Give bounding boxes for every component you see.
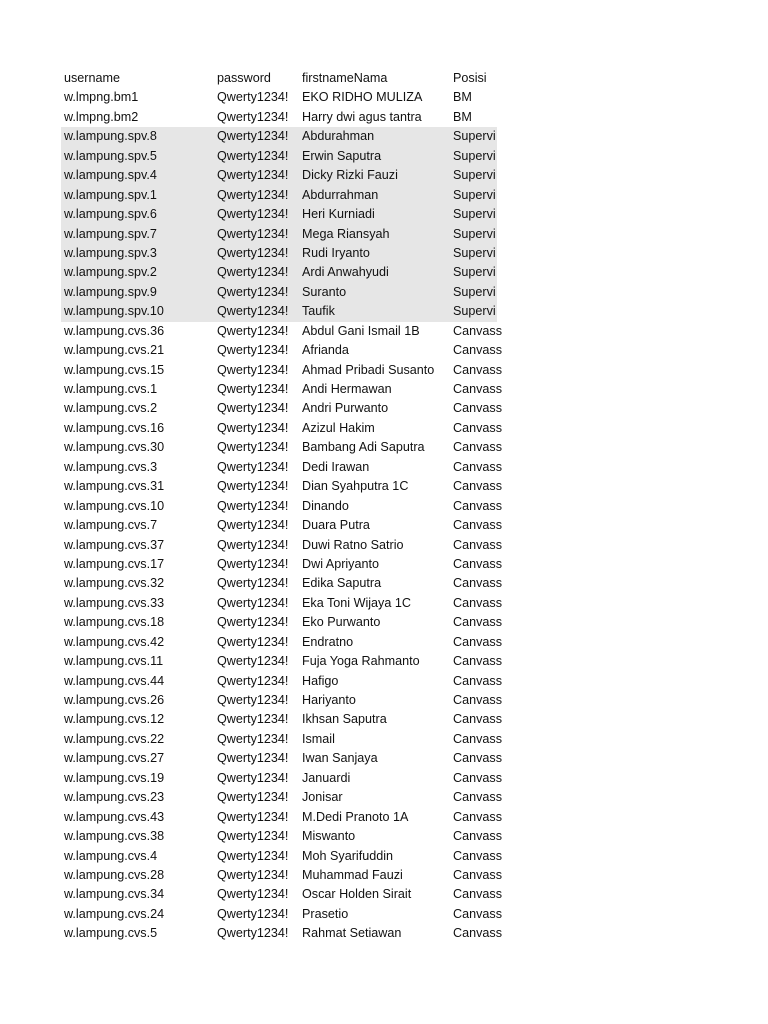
table-row [61, 477, 502, 496]
table-row [61, 730, 502, 749]
cell-username: w.lampung.spv.8 [64, 129, 157, 144]
table-row [61, 88, 497, 107]
table-row [61, 536, 502, 555]
cell-firstname: Fuja Yoga Rahmanto [302, 654, 420, 669]
cell-password: Qwerty1234! [217, 90, 289, 105]
table-row [61, 341, 502, 360]
cell-password: Qwerty1234! [217, 420, 289, 435]
cell-username: w.lampung.cvs.21 [64, 343, 165, 358]
cell-username: w.lmpng.bm2 [64, 109, 139, 124]
cell-password: Qwerty1234! [217, 323, 289, 338]
cell-posisi: Supervi [453, 265, 496, 280]
table-row [61, 380, 502, 399]
cell-firstname: Dwi Apriyanto [302, 556, 379, 571]
table-row [61, 186, 497, 205]
cell-username: w.lampung.cvs.18 [64, 615, 165, 630]
cell-password: Qwerty1234! [217, 440, 289, 455]
table-row [61, 419, 502, 438]
cell-username: w.lampung.spv.6 [64, 207, 157, 222]
cell-posisi: Canvass [453, 634, 502, 649]
cell-posisi: Canvass [453, 556, 502, 571]
table-row [61, 710, 502, 729]
cell-posisi: Supervi [453, 168, 496, 183]
cell-password: Qwerty1234! [217, 129, 289, 144]
table-row [61, 866, 502, 885]
cell-firstname: Dedi Irawan [302, 459, 370, 474]
cell-password: Qwerty1234! [217, 751, 289, 766]
cell-password: Qwerty1234! [217, 634, 289, 649]
cell-firstname: Edika Saputra [302, 576, 382, 591]
cell-firstname: Andri Purwanto [302, 401, 389, 416]
cell-password: Qwerty1234! [217, 498, 289, 513]
table-row [61, 322, 502, 341]
cell-username: w.lmpng.bm1 [64, 90, 139, 105]
cell-posisi: Canvass [453, 790, 502, 805]
cell-firstname: Ikhsan Saputra [302, 712, 387, 727]
cell-firstname: Abdul Gani Ismail 1B [302, 323, 420, 338]
cell-username: w.lampung.cvs.26 [64, 693, 165, 707]
cell-password: Qwerty1234! [217, 790, 289, 805]
cell-posisi: Supervi [453, 226, 496, 241]
cell-password: Qwerty1234! [217, 168, 289, 183]
cell-firstname: Abdurahman [302, 129, 375, 144]
cell-username: w.lampung.cvs.43 [64, 809, 165, 824]
cell-posisi: Canvass [453, 867, 502, 882]
cell-firstname: Endratno [302, 634, 354, 649]
cell-firstname: Januardi [302, 770, 351, 785]
cell-posisi: BM [453, 90, 472, 105]
cell-username: w.lampung.cvs.22 [64, 731, 165, 746]
cell-firstname: Duara Putra [302, 518, 370, 533]
table-row [61, 263, 497, 282]
table-row [61, 769, 502, 788]
cell-posisi: Canvass [453, 770, 502, 785]
cell-posisi: Canvass [453, 401, 502, 416]
cell-posisi: Canvass [453, 420, 502, 435]
cell-password: Qwerty1234! [217, 654, 289, 669]
cell-posisi: Canvass [453, 731, 502, 746]
cell-posisi: Supervi [453, 148, 496, 163]
table-row [61, 127, 497, 146]
cell-firstname: Dinando [302, 498, 349, 513]
cell-password: Qwerty1234! [217, 284, 289, 299]
cell-firstname: M.Dedi Pranoto 1A [302, 809, 409, 824]
cell-posisi: Canvass [453, 362, 502, 377]
cell-firstname: Rahmat Setiawan [302, 926, 402, 941]
cell-password: Qwerty1234! [217, 906, 289, 921]
cell-firstname: Hafigo [302, 673, 339, 688]
cell-firstname: Afrianda [302, 343, 349, 358]
table-row [61, 808, 502, 827]
cell-password: Qwerty1234! [217, 829, 289, 844]
cell-username: w.lampung.cvs.16 [64, 420, 165, 435]
cell-password: Qwerty1234! [217, 848, 289, 863]
cell-username: w.lampung.spv.5 [64, 148, 157, 163]
cell-firstname: Prasetio [302, 906, 349, 921]
cell-posisi: Canvass [453, 654, 502, 669]
table-row [61, 516, 502, 535]
cell-posisi: Canvass [453, 576, 502, 591]
cell-password: Qwerty1234! [217, 731, 289, 746]
cell-posisi: Canvass [453, 440, 502, 455]
table-row [61, 147, 497, 166]
cell-username: w.lampung.cvs.1 [64, 382, 158, 396]
cell-username: w.lampung.cvs.7 [64, 518, 158, 533]
cell-firstname: Andi Hermawan [302, 382, 392, 396]
table-row [61, 302, 497, 321]
cell-password: Qwerty1234! [217, 712, 289, 727]
cell-posisi: Canvass [453, 926, 502, 941]
cell-posisi: Canvass [453, 673, 502, 688]
cell-firstname: Dian Syahputra 1C [302, 479, 409, 494]
table-row [61, 633, 502, 652]
cell-password: Qwerty1234! [217, 887, 289, 902]
cell-posisi: Canvass [453, 615, 502, 630]
cell-password: Qwerty1234! [217, 207, 289, 222]
table-row [61, 652, 502, 671]
table-row [61, 613, 502, 632]
cell-posisi: Canvass [453, 906, 502, 921]
table-row [61, 244, 497, 263]
cell-username: w.lampung.cvs.23 [64, 790, 165, 805]
table-row [61, 594, 502, 613]
cell-password: Qwerty1234! [217, 304, 289, 319]
cell-password: Qwerty1234! [217, 926, 289, 941]
table-row [61, 497, 502, 516]
cell-username: w.lampung.cvs.27 [64, 751, 165, 766]
cell-username: w.lampung.cvs.10 [64, 498, 165, 513]
cell-username: w.lampung.cvs.15 [64, 362, 165, 377]
cell-password: Qwerty1234! [217, 673, 289, 688]
cell-username: w.lampung.cvs.24 [64, 906, 165, 921]
cell-password: Qwerty1234! [217, 382, 289, 396]
cell-firstname: Miswanto [302, 829, 356, 844]
spreadsheet-table [61, 69, 502, 944]
cell-password: Qwerty1234! [217, 226, 289, 241]
cell-username: w.lampung.cvs.28 [64, 867, 165, 882]
cell-posisi: Canvass [453, 712, 502, 727]
cell-username: w.lampung.spv.4 [64, 168, 157, 183]
cell-posisi: Canvass [453, 887, 502, 902]
cell-password: Qwerty1234! [217, 867, 289, 882]
table-row [61, 691, 502, 710]
table-row [61, 108, 497, 127]
table-row [61, 458, 502, 477]
cell-password: Qwerty1234! [217, 537, 289, 552]
cell-posisi: Canvass [453, 693, 502, 707]
table-row [61, 361, 502, 380]
cell-username: w.lampung.cvs.42 [64, 634, 165, 649]
cell-posisi: Supervi [453, 284, 496, 299]
cell-posisi: Supervi [453, 129, 496, 144]
header-firstname: firstnameNama [302, 71, 388, 85]
cell-password: Qwerty1234! [217, 809, 289, 824]
header-password: password [217, 71, 271, 85]
cell-posisi: Supervi [453, 207, 496, 222]
cell-posisi: Canvass [453, 829, 502, 844]
cell-firstname: Dicky Rizki Fauzi [302, 168, 398, 183]
cell-firstname: Ardi Anwahyudi [302, 265, 389, 280]
cell-username: w.lampung.cvs.34 [64, 887, 165, 902]
cell-password: Qwerty1234! [217, 187, 289, 202]
cell-username: w.lampung.cvs.31 [64, 479, 165, 494]
cell-firstname: Eka Toni Wijaya 1C [302, 595, 411, 610]
cell-username: w.lampung.cvs.5 [64, 926, 158, 941]
cell-username: w.lampung.spv.1 [64, 187, 157, 202]
cell-password: Qwerty1234! [217, 109, 289, 124]
cell-firstname: Heri Kurniadi [302, 207, 375, 222]
cell-password: Qwerty1234! [217, 245, 289, 260]
cell-posisi: Canvass [453, 479, 502, 494]
header-row [61, 69, 497, 88]
cell-posisi: Canvass [453, 323, 502, 338]
cell-firstname: Bambang Adi Saputra [302, 440, 425, 455]
cell-username: w.lampung.cvs.11 [64, 654, 164, 669]
cell-password: Qwerty1234! [217, 479, 289, 494]
cell-firstname: Oscar Holden Sirait [302, 887, 412, 902]
table-row [61, 885, 502, 904]
cell-firstname: Moh Syarifuddin [302, 848, 394, 863]
cell-firstname: Eko Purwanto [302, 615, 381, 630]
cell-username: w.lampung.cvs.32 [64, 576, 165, 591]
cell-password: Qwerty1234! [217, 693, 289, 707]
cell-username: w.lampung.cvs.19 [64, 770, 165, 785]
cell-username: w.lampung.cvs.12 [64, 712, 165, 727]
table-row [61, 225, 497, 244]
cell-username: w.lampung.spv.3 [64, 245, 157, 260]
cell-firstname: Suranto [302, 284, 347, 299]
cell-username: w.lampung.cvs.17 [64, 556, 165, 571]
table-row [61, 905, 502, 924]
cell-firstname: Abdurrahman [302, 187, 379, 202]
cell-username: w.lampung.cvs.4 [64, 848, 158, 863]
cell-password: Qwerty1234! [217, 615, 289, 630]
cell-firstname: Duwi Ratno Satrio [302, 537, 404, 552]
cell-username: w.lampung.spv.9 [64, 284, 157, 299]
cell-username: w.lampung.spv.7 [64, 226, 157, 241]
table-row [61, 672, 502, 691]
table-row [61, 283, 497, 302]
cell-password: Qwerty1234! [217, 148, 289, 163]
cell-firstname: Ahmad Pribadi Susanto [302, 362, 435, 377]
cell-password: Qwerty1234! [217, 556, 289, 571]
cell-posisi: Supervi [453, 245, 496, 260]
cell-username: w.lampung.cvs.36 [64, 323, 165, 338]
cell-posisi: Canvass [453, 848, 502, 863]
cell-firstname: Erwin Saputra [302, 148, 382, 163]
cell-username: w.lampung.cvs.44 [64, 673, 165, 688]
cell-username: w.lampung.spv.10 [64, 304, 164, 319]
cell-posisi: Canvass [453, 518, 502, 533]
cell-posisi: Canvass [453, 343, 502, 358]
cell-posisi: Canvass [453, 498, 502, 513]
table-row [61, 847, 502, 866]
cell-password: Qwerty1234! [217, 362, 289, 377]
cell-firstname: Taufik [302, 304, 335, 319]
cell-posisi: Canvass [453, 537, 502, 552]
cell-username: w.lampung.spv.2 [64, 265, 157, 280]
cell-posisi: Canvass [453, 809, 502, 824]
cell-firstname: Hariyanto [302, 693, 356, 707]
table-row [61, 555, 502, 574]
table-row [61, 166, 497, 185]
table-row [61, 205, 497, 224]
cell-firstname: Jonisar [302, 790, 343, 805]
cell-firstname: Harry dwi agus tantra [302, 109, 422, 124]
cell-password: Qwerty1234! [217, 459, 289, 474]
cell-posisi: Supervi [453, 304, 496, 319]
cell-posisi: Canvass [453, 595, 502, 610]
cell-username: w.lampung.cvs.37 [64, 537, 165, 552]
cell-posisi: Canvass [453, 382, 502, 396]
cell-posisi: Supervi [453, 187, 496, 202]
cell-username: w.lampung.cvs.33 [64, 595, 165, 610]
cell-password: Qwerty1234! [217, 518, 289, 533]
cell-username: w.lampung.cvs.3 [64, 459, 158, 474]
table-body [61, 88, 502, 943]
cell-password: Qwerty1234! [217, 343, 289, 358]
cell-posisi: Canvass [453, 459, 502, 474]
table-row [61, 574, 502, 593]
table-row [61, 399, 502, 418]
cell-username: w.lampung.cvs.2 [64, 401, 158, 416]
cell-password: Qwerty1234! [217, 401, 289, 416]
cell-posisi: BM [453, 109, 472, 124]
cell-password: Qwerty1234! [217, 576, 289, 591]
cell-firstname: Rudi Iryanto [302, 245, 370, 260]
cell-firstname: EKO RIDHO MULIZA [302, 90, 423, 105]
table-row [61, 924, 502, 943]
cell-password: Qwerty1234! [217, 265, 289, 280]
cell-password: Qwerty1234! [217, 595, 289, 610]
cell-firstname: Ismail [302, 731, 335, 746]
table-row [61, 827, 502, 846]
table-row [61, 749, 502, 768]
header-username: username [64, 71, 121, 85]
cell-posisi: Canvass [453, 751, 502, 766]
cell-username: w.lampung.cvs.30 [64, 440, 165, 455]
header-posisi: Posisi [453, 71, 487, 85]
cell-firstname: Muhammad Fauzi [302, 867, 403, 882]
cell-firstname: Iwan Sanjaya [302, 751, 378, 766]
cell-username: w.lampung.cvs.38 [64, 829, 165, 844]
cell-firstname: Mega Riansyah [302, 226, 390, 241]
table-row [61, 788, 502, 807]
cell-password: Qwerty1234! [217, 770, 289, 785]
table-row [61, 438, 502, 457]
cell-firstname: Azizul Hakim [302, 420, 375, 435]
